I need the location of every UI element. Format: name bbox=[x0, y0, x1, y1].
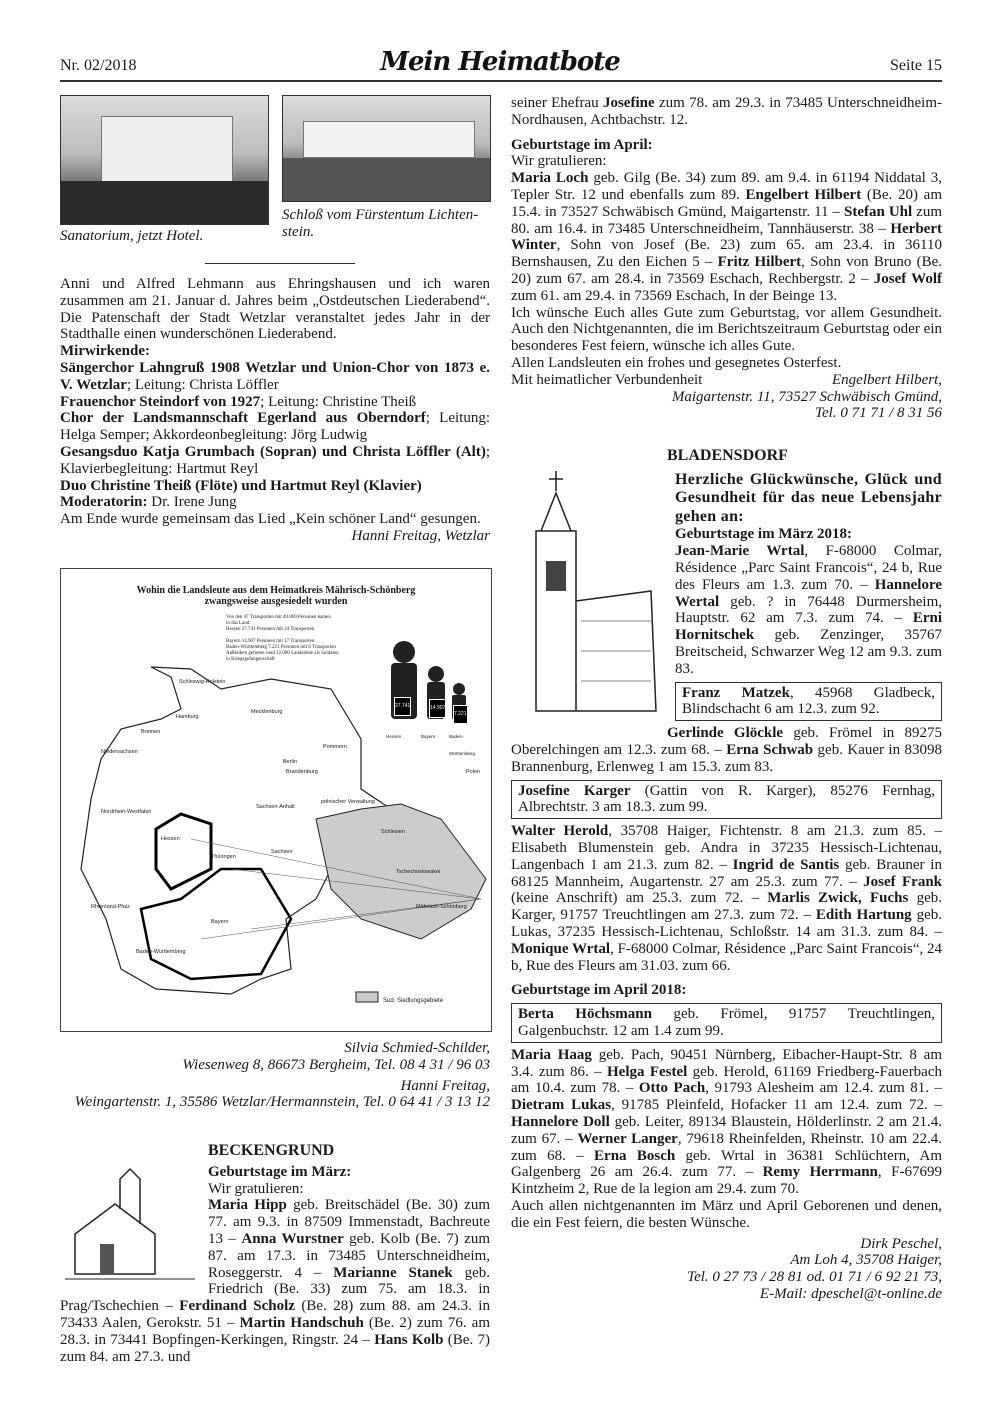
name-highlight: Maria Haag bbox=[511, 1046, 592, 1063]
april-2018-text bbox=[511, 1047, 942, 1198]
map-legend: Sud. Siedlungsgebiete bbox=[383, 998, 444, 1004]
text-run: zum 80. am 16.4. in 73485 Unterschneidheim, Tannhäuserstr. 38 – bbox=[511, 203, 943, 237]
name-highlight: Josef Wolf bbox=[873, 270, 942, 287]
signatures bbox=[60, 1040, 490, 1111]
sig-address: Am Loh 4, 35708 Haiger, bbox=[790, 1252, 942, 1269]
text-run: Dr. Irene Jung bbox=[147, 494, 237, 511]
name-highlight: Gerlinde Glöckle bbox=[667, 725, 784, 742]
paragraph bbox=[60, 276, 490, 343]
name-highlight: Mirwirkende: bbox=[60, 343, 150, 360]
map-region-label: polnischer Verwaltung bbox=[321, 799, 375, 805]
sig-address-2: Weingartenstr. 1, 35586 Wetzlar/Hermannstein, Tel. 0 64 41 / 3 13 12 bbox=[74, 1094, 490, 1111]
name-highlight: Hannelore Doll bbox=[511, 1113, 610, 1130]
name-highlight: Chor der Landsmannschaft Egerland aus Oberndorf bbox=[60, 410, 426, 427]
resettlement-map bbox=[60, 568, 492, 1032]
sig-email: E-Mail: dpeschel@t-online.de bbox=[759, 1285, 942, 1302]
maerz-text-2 bbox=[511, 725, 942, 775]
name-highlight: Erna Bosch bbox=[594, 1147, 676, 1164]
text-run: , F-68000 Colmar, Résidence „Parc Saint Francois“, 24 b, Rue des Fleurs am 31.03. zum 66. bbox=[511, 940, 942, 974]
april-text bbox=[511, 170, 942, 388]
text-run: geb. Lukas, 37235 Hessisch-Lichtenau, Schloßstr. 14 am 31.3. zum 84. – bbox=[511, 907, 942, 940]
name-highlight: Otto Pach bbox=[638, 1080, 706, 1097]
text-run: Auch allen nichtgenannten im März und April Geborenen und denen, die ein Fest feiern, die besten Wünsche. bbox=[511, 1197, 942, 1231]
name-highlight: Herbert Winter bbox=[511, 220, 942, 254]
name-highlight: Helga Festel bbox=[607, 1063, 688, 1080]
concert-signature: Hanni Freitag, Wetzlar bbox=[351, 527, 490, 544]
name-highlight: Werner Langer bbox=[577, 1130, 678, 1147]
name-highlight: Maria Loch bbox=[511, 170, 589, 187]
map-region-label: Mecklenburg bbox=[251, 709, 283, 715]
header-rule bbox=[60, 80, 942, 82]
map-region-label: Schlesien bbox=[381, 829, 405, 835]
map-region-label: Polen bbox=[466, 769, 481, 775]
text-run: (Be. 7) zum 84. am 27.3. und bbox=[60, 1331, 490, 1365]
map-subtitle: zwangsweise ausgesiedelt wurden bbox=[204, 596, 348, 607]
text-run: Anni und Alfred Lehmann aus Ehringshausen und ich waren zusammen am 21. Januar d. Jahres beim „Ostdeutschen Liederabend“. Die Patenschaft der Stadt Wetzlar veranstaltet jedes Jahr in der Stadthalle einen wunderschönen Liederabend. bbox=[60, 276, 490, 343]
paragraph bbox=[60, 511, 490, 528]
text-run: , 45968 Gladbeck, Blindschacht 6 am 12.3. zum 92. bbox=[682, 684, 935, 718]
name-highlight: Maria Hipp bbox=[208, 1197, 287, 1214]
text-run: (keine Anschrift) am 25.3. zum 72. – bbox=[511, 890, 768, 907]
text-run: Allen Landsleuten ein frohes und gesegnetes Osterfest. bbox=[511, 354, 842, 371]
beckengrund-subtitle: Geburtstage im März: bbox=[208, 1163, 352, 1180]
name-highlight: Martin Handschuh bbox=[239, 1314, 364, 1331]
name-highlight: Josefine Karger bbox=[518, 782, 631, 799]
map-region-label: Sachsen bbox=[271, 849, 293, 855]
text-run: Ich wünsche Euch alles Gute zum Geburtstag, vor allem Gesundheit. Auch den Nichtgenannten, die im Berichtszeitraum Geburtstag oder ein besonderes Fest feiern, wünsche ich alles Gute. bbox=[511, 304, 942, 355]
concert-text bbox=[60, 276, 490, 528]
caption-schloss: Schloß vom Fürstentum Lichten-stein. bbox=[282, 207, 479, 240]
name-highlight: Hans Kolb bbox=[374, 1331, 444, 1348]
text-run: seiner Ehefrau bbox=[511, 95, 603, 111]
name-highlight: Ingrid de Santis bbox=[732, 856, 840, 873]
name-highlight: Remy Herrmann bbox=[762, 1164, 878, 1181]
text-run: geb. Wrtal in 36381 Schlüchtern, Am Galgenberg 26 am 26.4. zum 77. – bbox=[511, 1147, 943, 1181]
map-note-line: in das Land: bbox=[226, 621, 251, 626]
maerz-text-3 bbox=[511, 823, 942, 974]
beckengrund-section bbox=[60, 1143, 490, 1365]
schloss-photo bbox=[282, 95, 491, 202]
name-highlight: Dietram Lukas bbox=[511, 1097, 612, 1114]
figure-label: Bayern bbox=[421, 734, 436, 739]
name-highlight: Anna Wurstner bbox=[241, 1230, 344, 1247]
map-note-line: Baden-Württemberg 7.221 Personen mit 6 Transporten bbox=[226, 645, 336, 650]
maerz-title: Geburtstage im März 2018: bbox=[675, 526, 853, 543]
figure-label: Baden-Württemberg bbox=[449, 734, 476, 756]
paragraph bbox=[60, 394, 490, 411]
church-drawing bbox=[511, 471, 661, 721]
map-note-line: Hessen 27.741 Personen mit 24 Transporten bbox=[226, 627, 315, 632]
figure-count: 27.741 bbox=[394, 697, 411, 716]
map-region-label: Hamburg bbox=[176, 714, 199, 720]
sig-phone: Tel. 0 71 71 / 8 31 56 bbox=[815, 405, 942, 422]
page-number: Seite 15 bbox=[890, 57, 942, 74]
map-region-label: Pommern bbox=[323, 744, 347, 750]
paragraph bbox=[60, 478, 490, 495]
map-title: Wohin die Landsleute aus dem Heimatkreis Mährisch-Schönberg bbox=[136, 585, 416, 596]
highlight-box-matzek bbox=[675, 682, 942, 722]
sig-name: Engelbert Hilbert, bbox=[832, 371, 942, 388]
text-run: geb. Pach, 90451 Nürnberg, Eibacher-Haupt-Str. 8 am 3.4. zum 86. – bbox=[511, 1046, 942, 1080]
map-note-line: Von den 47 Transporten mit 49.869 Personen kamen bbox=[226, 615, 331, 620]
map-region-label: Schleswig-Holstein bbox=[179, 679, 226, 685]
name-highlight: Fritz Hilbert bbox=[717, 254, 802, 271]
text-run: (Be. 28) zum 88. am 24.3. in 73433 Aalen, Gerokstr. 51 – bbox=[60, 1298, 490, 1331]
text-run: zum 78. am 29.3. in 73485 Unterschneidheim-Nordhausen, Achtbachstr. 12. bbox=[511, 95, 942, 128]
name-highlight: Engelbert Hilbert bbox=[745, 186, 862, 203]
beckengrund-title: BECKENGRUND bbox=[208, 1142, 335, 1159]
name-highlight: Jean-Marie Wrtal bbox=[675, 543, 805, 560]
map-note-line: in Kriegsgefangenschaft bbox=[226, 657, 275, 662]
april-title: Geburtstage im April: bbox=[511, 136, 653, 153]
concert-article bbox=[60, 276, 490, 545]
text-run: (Be. 2) zum 76. am 28.3. in 73441 Bopfingen-Kerkingen, Ringstr. 24 – bbox=[60, 1314, 490, 1348]
text-run: geb. Friedrich (Be. 33) zum 75. am 18.3. in Prag/Tschechien – bbox=[60, 1264, 490, 1315]
map-region-label: Tschechoslowakei bbox=[396, 869, 441, 875]
caption-sanatorium: Sanatorium, jetzt Hotel. bbox=[60, 228, 204, 244]
name-highlight: Walter Herold bbox=[511, 823, 609, 840]
april-2018-title: Geburtstage im April 2018: bbox=[511, 982, 687, 999]
name-highlight: Marianne Stanek bbox=[333, 1264, 453, 1281]
right-column bbox=[511, 95, 942, 1303]
paragraph bbox=[60, 444, 490, 478]
closing-wishes bbox=[511, 1198, 942, 1232]
text-run: geb. Herold, 61169 Friedberg-Fauerbach am 10.4. zum 78. – bbox=[511, 1063, 942, 1097]
sanatorium-photo bbox=[60, 95, 269, 225]
text-run: geb. ? in 76448 Durmersheim, Hauptstr. 62 am 7.3. zum 74. – bbox=[675, 593, 942, 627]
continuation-text bbox=[511, 95, 942, 129]
figure-count: 14.907 bbox=[429, 699, 446, 718]
sig-name-1: Silvia Schmied-Schilder, bbox=[344, 1040, 490, 1056]
name-highlight: Monique Wrtal bbox=[511, 940, 611, 957]
bladensdorf-wish: Herzliche Glückwünsche, Glück und Gesundheit für das neue Lebensjahr gehen an: bbox=[675, 470, 942, 525]
map-region-label: Niedersachsen bbox=[101, 749, 138, 755]
text-run: Mit heimatlicher Verbundenheit bbox=[511, 371, 703, 388]
text-run: , 35708 Haiger, Fichtenstr. 8 am 21.3. zum 85. – Elisabeth Blumenstein geb. Andra in 37235 Hessisch-Lichtenau, Langenbach 1 am 21.3. zum 82. – bbox=[511, 823, 942, 873]
text-run: ; Klavierbegleitung: Hartmut Reyl bbox=[60, 443, 490, 477]
issue-number: Nr. 02/2018 bbox=[60, 57, 137, 74]
map-region-label: Berlin bbox=[283, 759, 298, 765]
name-highlight: Franz Matzek bbox=[682, 684, 790, 701]
map-region-label: Rheinland-Pfalz bbox=[91, 904, 130, 910]
map-region-label: Mährisch-Schönberg bbox=[416, 904, 467, 910]
highlight-box-hoechsmann bbox=[511, 1003, 942, 1043]
name-highlight: Frauenchor Steindorf von 1927 bbox=[60, 393, 261, 410]
text-run: geb. Gilg (Be. 34) zum 89. am 9.4. in 61194 Niddatal 3, Tepler Str. 12 und ebenfalls zum 89. bbox=[511, 170, 942, 203]
text-run: geb. Kauer in 83098 Brannenburg, Erlenweg 1 am 15.3. zum 83. bbox=[511, 742, 942, 775]
text-run: geb. Frömel in 89275 Oberelchingen am 12.3. zum 68. – bbox=[511, 725, 942, 758]
name-highlight: Ferdinand Scholz bbox=[179, 1298, 295, 1315]
name-highlight: Josefine bbox=[602, 95, 655, 111]
map-region-label: Baden-Württemberg bbox=[136, 949, 186, 955]
name-highlight: Erna Schwab bbox=[726, 742, 814, 758]
text-run: zum 61. am 29.4. in 73569 Eschach, In der Beinge 13. bbox=[511, 287, 838, 304]
text-run: ; Leitung: Helga Semper; Akkordeonbegleitung: Jörg Ludwig bbox=[60, 410, 490, 444]
name-highlight: Hannelore Wertal bbox=[675, 576, 942, 610]
text-run: , 79618 Rheinfelden, Rheinstr. 10 am 22.4. zum 68. – bbox=[511, 1130, 943, 1164]
paragraph bbox=[60, 410, 490, 444]
name-highlight: Duo Christine Theiß (Flöte) und Hartmut Reyl (Klavier) bbox=[60, 477, 422, 494]
sig-name: Dirk Peschel, bbox=[860, 1235, 942, 1252]
paragraph bbox=[511, 170, 942, 304]
paragraph bbox=[511, 95, 942, 129]
text-run: geb. Karger, 91757 Treuchtlingen am 27.3. zum 72. – bbox=[511, 890, 942, 924]
paragraph bbox=[60, 494, 490, 511]
masthead-logo bbox=[380, 40, 620, 80]
text-run: (Be. 20) am 15.4. in 73527 Schwäbisch Gmünd, Maigartenstr. 11 – bbox=[511, 186, 942, 220]
name-highlight: Marlis Zwick, Fuchs bbox=[767, 890, 909, 907]
sig-address-1: Wiesenweg 8, 86673 Bergheim, Tel. 08 4 31 / 96 03 bbox=[182, 1056, 490, 1073]
svg-text:Mein Heimatbote: Mein Heimatbote bbox=[380, 47, 620, 77]
text-run: ; Leitung: Christa Löffler bbox=[126, 376, 279, 393]
map-note-line: Bayern 14.907 Personen mit 17 Transporten bbox=[226, 639, 315, 644]
paragraph bbox=[60, 360, 490, 394]
bladensdorf-signature bbox=[511, 1236, 942, 1303]
name-highlight: Berta Höchsmann bbox=[518, 1006, 652, 1023]
sig-name-2: Hanni Freitag, bbox=[400, 1077, 490, 1094]
text-run: , F-67699 Kintzheim 2, Rue de la legion am 29.4. zum 70. bbox=[511, 1164, 942, 1198]
sig-address: Maigartenstr. 11, 73527 Schwäbisch Gmünd, bbox=[671, 388, 942, 405]
chapel-drawing bbox=[60, 1164, 200, 1289]
text-run: , 91793 Alesheim am 12.4. zum 81. – bbox=[705, 1080, 943, 1097]
figure-label: Hessen bbox=[386, 734, 402, 739]
map-region-label: Bayern bbox=[211, 919, 229, 925]
text-run: (Gattin von R. Karger), 85276 Fernhag, Albrechtstr. 3 am 18.3. zum 99. bbox=[518, 782, 935, 816]
map-region-label: Hessen bbox=[161, 836, 180, 842]
beckengrund-greeting: Wir gratulieren: bbox=[208, 1180, 304, 1197]
name-highlight: Gesangsduo Katja Grumbach (Sopran) und Christa Löffler (Alt) bbox=[60, 443, 486, 460]
map-note-line: Außerdem gerieten rund 12.000 Landsleute als Soldaten bbox=[226, 651, 339, 656]
map-region-label: Nordrhein-Westfalen bbox=[101, 809, 152, 815]
april-greeting: Wir gratulieren: bbox=[511, 153, 607, 170]
name-highlight: Stefan Uhl bbox=[844, 203, 913, 220]
map-region-label: Thüringen bbox=[211, 854, 236, 860]
map-region-label: Brandenburg bbox=[286, 769, 318, 775]
text-run: ; Leitung: Christine Theiß bbox=[260, 393, 417, 410]
highlight-box-karger bbox=[511, 780, 942, 820]
sig-phone: Tel. 0 27 73 / 28 81 od. 01 71 / 6 92 21 73, bbox=[687, 1269, 942, 1286]
text-run: geb. Zenzinger, 35767 Breitscheid, Schwarzer Weg 12 am 9.3. zum 83. bbox=[675, 627, 942, 677]
text-run: geb. Frömel, 91757 Treuchtlingen, Galgenbuchstr. 12 am 1.4 zum 99. bbox=[518, 1006, 935, 1039]
divider bbox=[205, 263, 355, 264]
text-run: , Sohn von Bruno (Be. 20) zum 67. am 28.4. in 73569 Eschach, Rechbergstr. 2 – bbox=[511, 254, 943, 287]
name-highlight: Edith Hartung bbox=[815, 907, 912, 924]
figure-count: 7.221 bbox=[453, 705, 468, 724]
name-highlight: Erni Hornitschek bbox=[675, 610, 942, 644]
paragraph bbox=[511, 355, 942, 372]
paragraph bbox=[511, 305, 942, 355]
text-run: geb. Leiter, 89134 Blaustein, Hölderlinstr. 2 am 21.4. zum 67. – bbox=[511, 1113, 942, 1147]
text-run: geb. Brauner in 68125 Mannheim, Augartenstr. 27 am 25.3. zum 77. – bbox=[511, 856, 942, 890]
text-run: geb. Kolb (Be. 7) zum 87. am 17.3. in 73485 Unterschneidheim, Roseggerstr. 4 – bbox=[208, 1230, 491, 1281]
name-highlight: Josef Frank bbox=[863, 873, 942, 890]
map-region-label: Bremen bbox=[141, 729, 161, 735]
text-run: , F-68000 Colmar, Résidence „Parc Saint Francois“, 24 b, Rue des Fleurs am 1.3. zum 70. – bbox=[675, 543, 943, 593]
name-highlight: Moderatorin: bbox=[60, 494, 148, 511]
text-run: Am Ende wurde gemeinsam das Lied „Kein schöner Land“ gesungen. bbox=[60, 511, 481, 528]
bladensdorf-title: BLADENSDORF bbox=[667, 447, 788, 465]
text-run: , 91785 Pleinfeld, Hofacker 11 am 12.4. zum 72. – bbox=[611, 1097, 942, 1114]
paragraph bbox=[60, 343, 490, 360]
text-run: , Sohn von Josef (Be. 23) zum 65. am 23.4. in 36110 Bernshausen, Zu den Eichen 5 – bbox=[511, 237, 942, 271]
text-run: geb. Breitschädel (Be. 30) zum 77. am 9.3. in 87509 Immenstadt, Bachreute 13 – bbox=[208, 1197, 490, 1247]
name-highlight: Sängerchor Lahngruß 1908 Wetzlar und Union-Chor von 1873 e. V. Wetzlar bbox=[60, 359, 490, 393]
map-region-label: Sachsen-Anhalt bbox=[256, 804, 295, 810]
